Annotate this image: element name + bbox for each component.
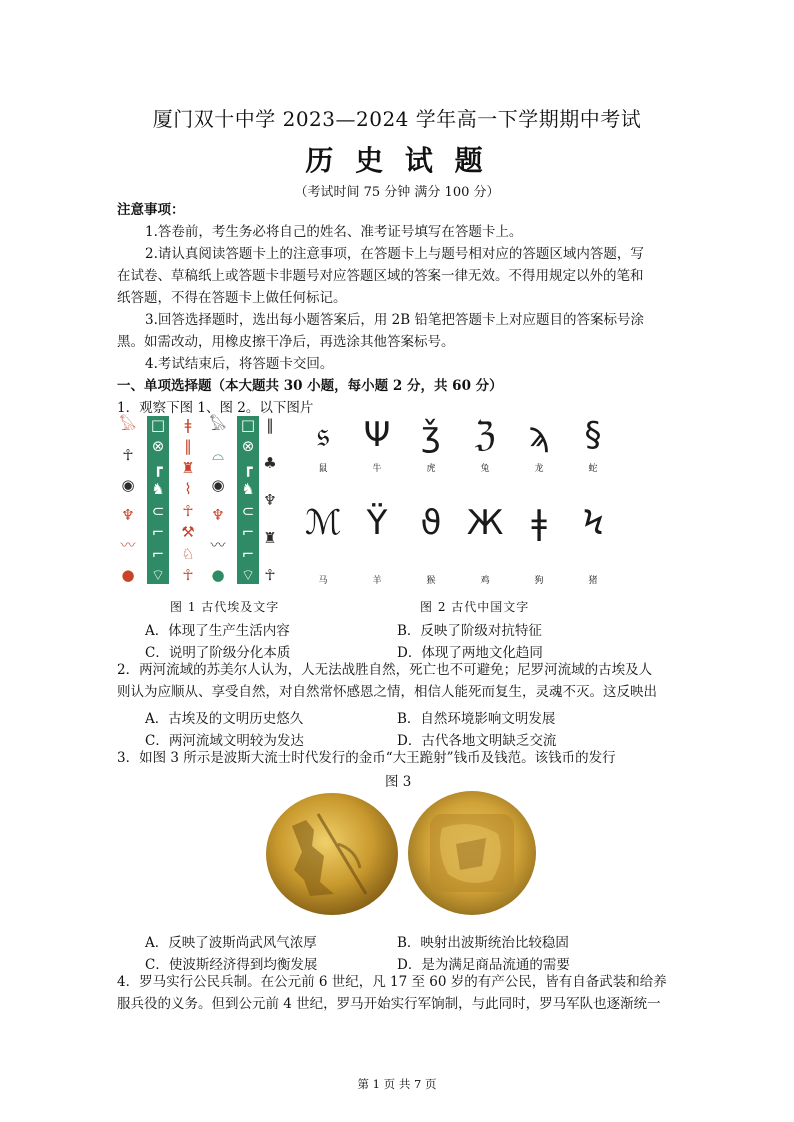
q2-option-c: C．两河流域文明较为发达	[145, 733, 304, 749]
ancient-chinese-script-figure	[300, 415, 620, 585]
hieroglyph-column: □ ⊗ ┏ ♞ ⊂ ⌐ ⌐ ⌔	[237, 416, 259, 584]
hieroglyph-column: □ ⊗ ┏ ♞ ⊂ ⌐ ⌐ ⌔	[147, 416, 169, 584]
section-heading: 一、单项选择题（本大题共 30 小题，每小题 2 分，共 60 分）	[117, 378, 503, 394]
q2-option-a: A．古埃及的文明历史悠久	[145, 711, 304, 727]
oracle-glyph: Ψ	[363, 415, 391, 455]
oracle-label: 猴	[426, 576, 436, 586]
notice-item: 黑。如需改动，用橡皮擦干净后，再选涂其他答案标号。	[117, 334, 455, 350]
subject-title: 历 史 试 题	[305, 144, 489, 177]
oracle-label: 鸡	[480, 576, 490, 586]
exam-title: 厦门双十中学 2023—2024 学年高一下学期期中考试	[152, 107, 642, 131]
oracle-label: 蛇	[588, 464, 598, 474]
notice-item: 2.请认真阅读答题卡上的注意事项，在答题卡上与题号相对应的答题区域内答题，写	[145, 246, 644, 262]
oracle-label: 猪	[588, 576, 598, 586]
q3-option-b: B．映射出波斯统治比较稳固	[397, 935, 569, 951]
hieroglyph-column: 𓅃 ☥ ◉ ♆ 〰 ●	[119, 416, 137, 584]
q3-option-a: A．反映了波斯尚武风气浓厚	[145, 935, 317, 951]
oracle-label: 狗	[534, 576, 544, 586]
egyptian-hieroglyph-figure	[117, 412, 277, 584]
oracle-label: 羊	[372, 576, 382, 586]
notice-item: 3.回答选择题时，选出每小题答案后，用 2B 铅笔把答题卡上对应题目的答案标号涂	[145, 312, 644, 328]
notice-heading: 注意事项：	[117, 202, 185, 218]
question-3-stem: 3．如图 3 所示是波斯大流士时代发行的金币“大王跪射”钱币及钱范。该钱币的发行	[117, 750, 616, 766]
question-2-stem: 则认为应顺从、享受自然，对自然常怀感恩之情，相信人能死而复生，灵魂不灭。这反映出	[117, 684, 657, 700]
notice-item: 1.答卷前，考生务必将自己的姓名、准考证号填写在答题卡上。	[145, 224, 523, 240]
oracle-glyph: ǯ	[421, 415, 441, 455]
oracle-label: 龙	[534, 464, 544, 474]
page-number: 第 1 页 共 7 页	[357, 1077, 437, 1091]
oracle-glyph: 𝔰	[316, 415, 330, 455]
oracle-glyph: Ϋ	[366, 503, 388, 543]
question-1-stem: 1．观察下图 1、图 2。以下图片	[117, 400, 314, 416]
notice-item: 纸答题，不得在答题卡上做任何标记。	[117, 290, 347, 306]
oracle-glyph: ℳ	[304, 503, 342, 543]
q1-option-c: C．说明了阶级分化本质	[145, 645, 291, 661]
coin-reverse-image	[402, 788, 542, 918]
hieroglyph-column: ǂ ‖ ♜ ⌇ ☥ ⚒ ♘ ☥	[181, 416, 195, 584]
hieroglyph-column: 𓅃 ⌓ ◉ ♆ 〰 ●	[209, 416, 227, 584]
oracle-glyph: ϑ	[420, 503, 442, 543]
figure-2-caption: 图 2 古代中国文字	[420, 600, 530, 614]
oracle-glyph: Ж	[466, 503, 504, 543]
oracle-glyph: Ϟ	[581, 503, 605, 543]
oracle-label: 鼠	[318, 464, 328, 474]
question-2-stem: 2．两河流域的苏美尔人认为，人无法战胜自然，死亡也不可避免；尼罗河流域的古埃及人	[117, 662, 653, 678]
coin-obverse-image	[262, 790, 402, 918]
figure-3-caption: 图 3	[385, 774, 412, 790]
oracle-label: 牛	[372, 464, 382, 474]
q3-option-d: D．是为满足商品流通的需要	[397, 957, 570, 973]
q1-option-d: D．体现了两地文化趋同	[397, 645, 543, 661]
q2-option-b: B．自然环境影响文明发展	[397, 711, 556, 727]
hieroglyph-column: ‖ ♣ ♆ ♜ ☥	[263, 416, 277, 584]
q1-option-b: B．反映了阶级对抗特征	[397, 623, 542, 639]
oracle-label: 马	[318, 576, 328, 586]
figure-1-caption: 图 1 古代埃及文字	[170, 600, 280, 614]
q3-option-c: C．使波斯经济得到均衡发展	[145, 957, 318, 973]
oracle-glyph: ǂ	[531, 503, 547, 543]
question-4-stem: 4．罗马实行公民兵制。在公元前 6 世纪，凡 17 至 60 岁的有产公民，皆有自备武装和给养	[117, 974, 667, 990]
oracle-glyph: ℨ	[474, 415, 496, 455]
oracle-glyph: §	[584, 415, 602, 455]
notice-item: 4.考试结束后，将答题卡交回。	[145, 356, 334, 372]
oracle-label: 虎	[426, 464, 436, 474]
notice-item: 在试卷、草稿纸上或答题卡非题号对应答题区域的答案一律无效。不得用规定以外的笔和	[117, 268, 644, 284]
q1-option-a: A．体现了生产生活内容	[145, 623, 290, 639]
question-4-stem: 服兵役的义务。但到公元前 4 世纪，罗马开始实行军饷制，与此同时，罗马军队也逐渐统一	[117, 996, 661, 1012]
q2-option-d: D．古代各地文明缺乏交流	[397, 733, 557, 749]
oracle-label: 兔	[480, 464, 490, 474]
exam-time-info: （考试时间 75 分钟 满分 100 分）	[294, 185, 500, 200]
oracle-glyph: ϡ	[528, 415, 550, 455]
